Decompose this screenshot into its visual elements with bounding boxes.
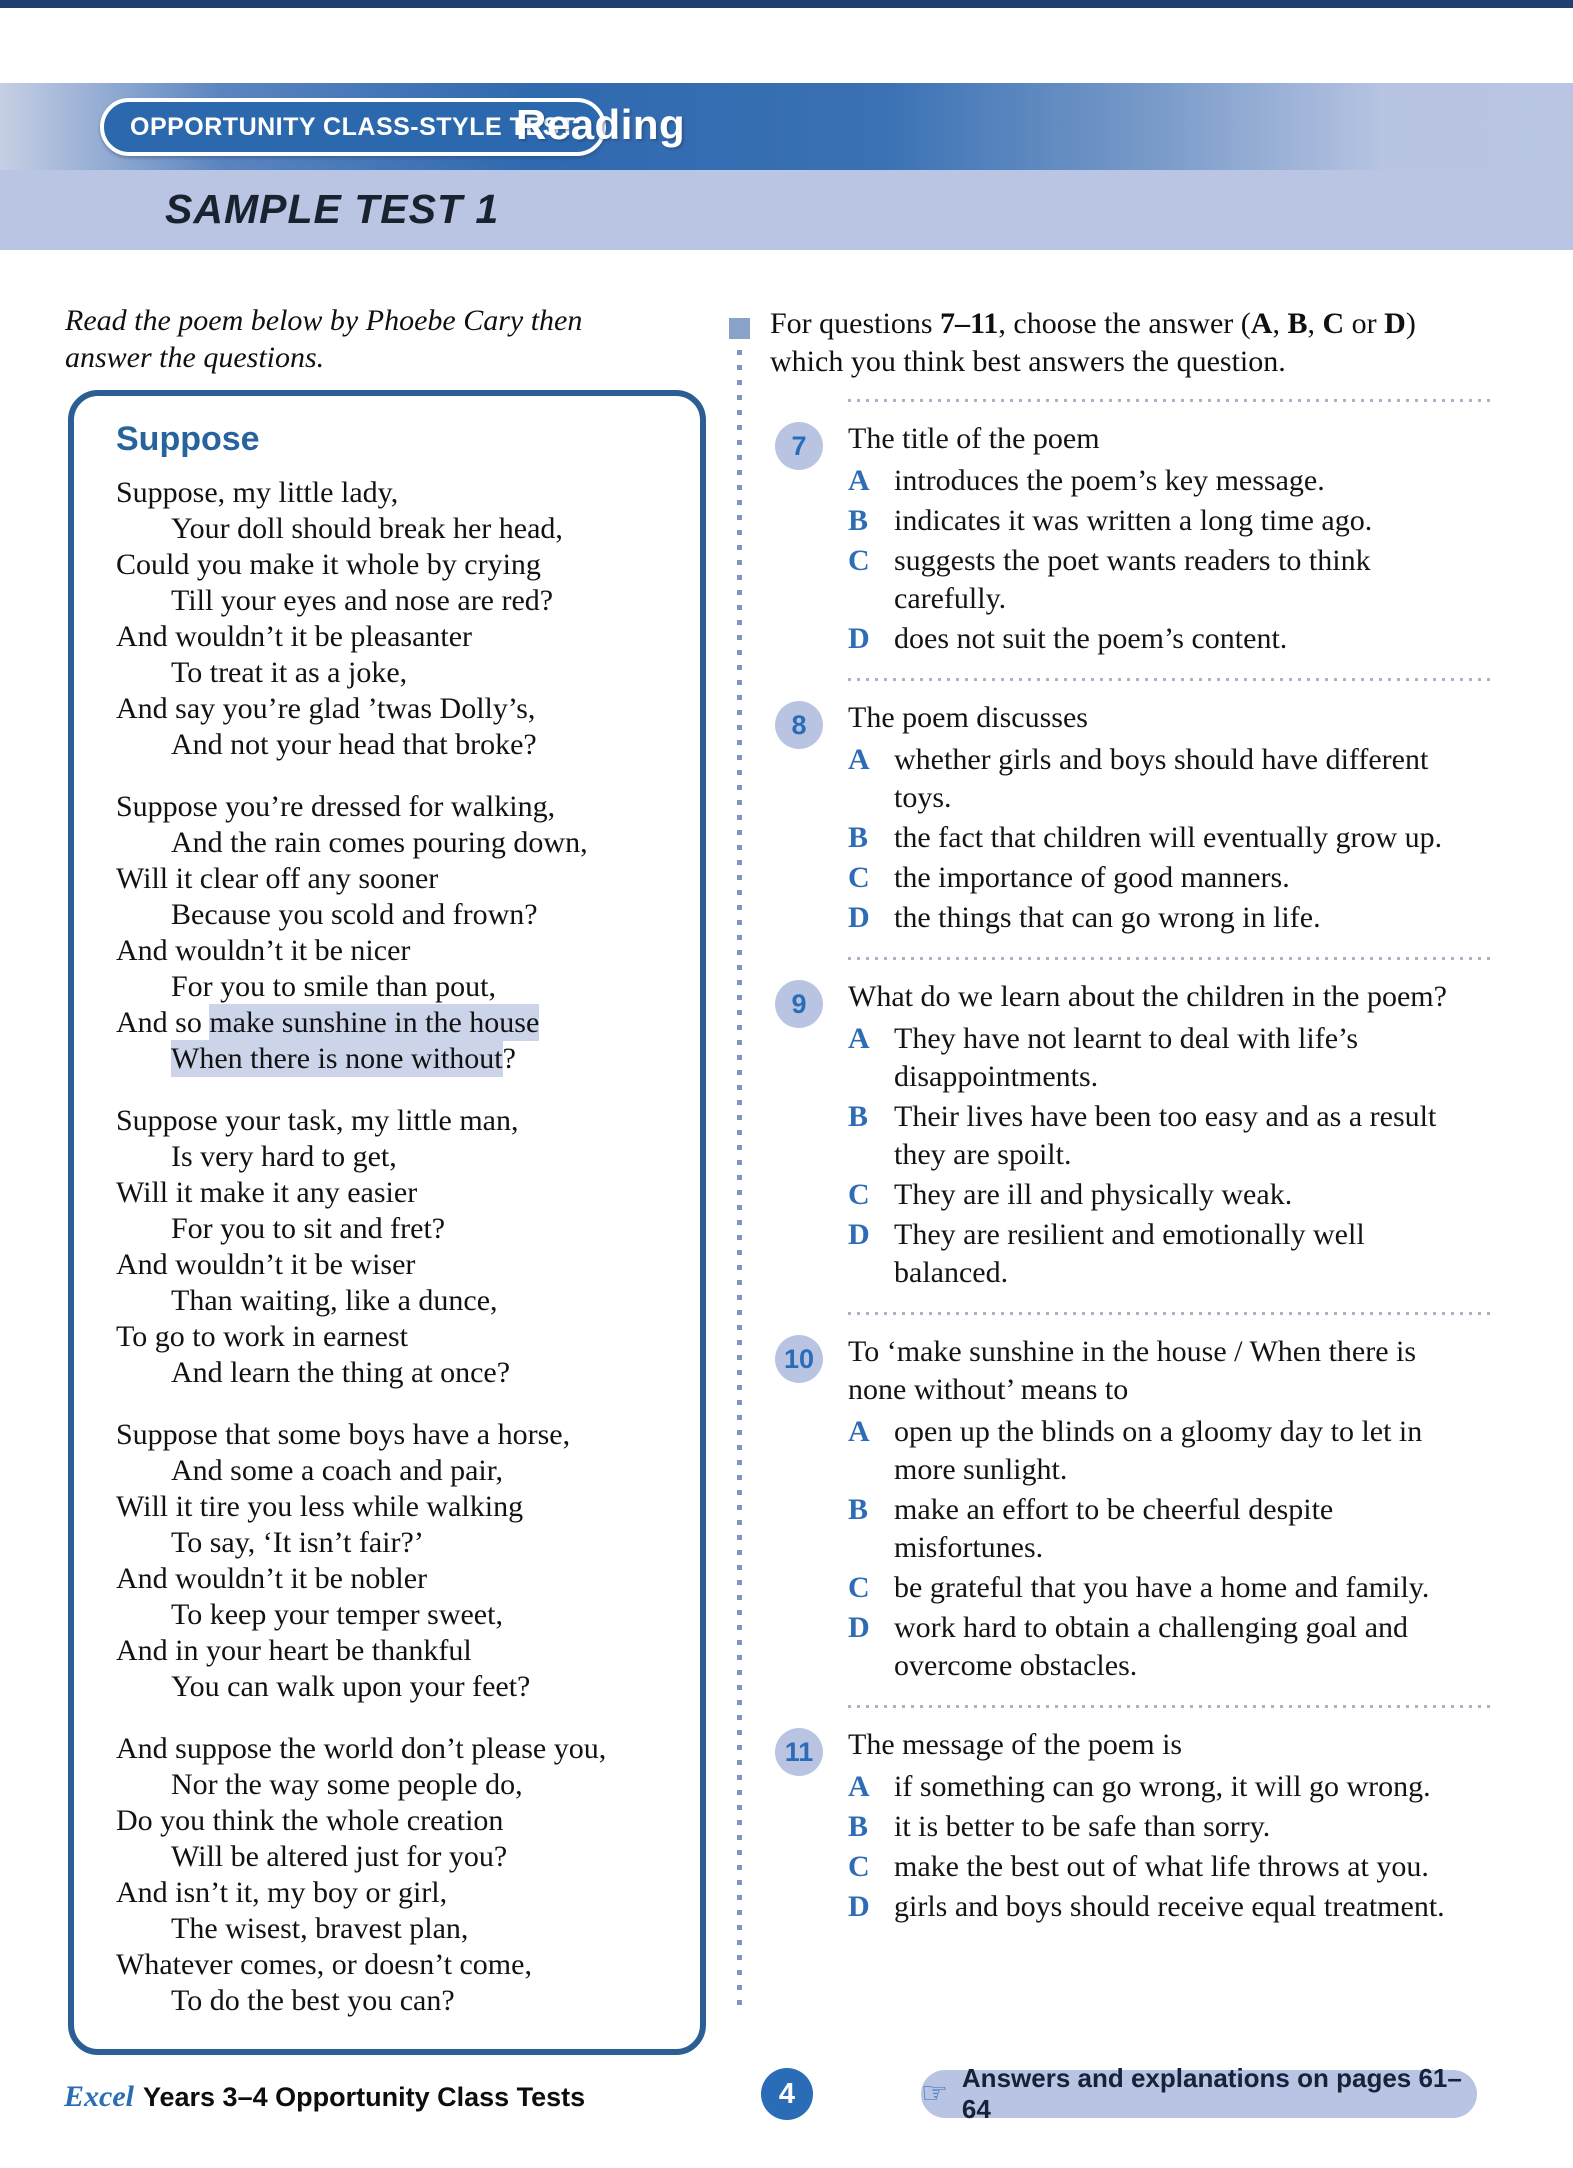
option-text: make an effort to be cheerful despite misfortunes. <box>894 1493 1334 1564</box>
instruction-text: ) which you think best answers the question. <box>770 307 1416 378</box>
option-text: does not suit the poem’s content. <box>894 622 1288 655</box>
poem-line <box>171 1041 688 1077</box>
poem-line <box>116 1103 688 1139</box>
answers-reference-text: Answers and explanations on pages 61–64 <box>961 2063 1462 2124</box>
poem-text: And wouldn’t it be nobler <box>116 1562 428 1595</box>
reading-instructions <box>65 302 706 376</box>
option-9A <box>848 1020 1478 1096</box>
poem-text: Because you scold and frown? <box>171 898 538 931</box>
book-title: Years 3–4 Opportunity Class Tests <box>142 2082 586 2112</box>
question-9 <box>770 978 1496 1294</box>
poem-stanzas <box>116 475 688 2019</box>
dotted-separator <box>848 957 1493 960</box>
instruction-bold-text: A <box>1250 307 1273 340</box>
question-number-badge: 7 <box>775 422 823 470</box>
poem-line <box>116 1947 688 1983</box>
poem-text: Do you think the whole creation <box>116 1804 504 1837</box>
poem-line <box>171 969 688 1005</box>
option-letter: B <box>848 504 869 537</box>
page-number-badge: 4 <box>761 2068 813 2120</box>
intro-line: Read the poem below by Phoebe Cary then <box>65 304 583 337</box>
instruction-bold-text: C <box>1322 307 1345 340</box>
option-11A <box>848 1768 1478 1806</box>
series-logo: Excel <box>64 2080 134 2113</box>
poem-line <box>171 1283 688 1319</box>
poem-line <box>171 897 688 933</box>
poem-text: ? <box>502 1042 516 1075</box>
option-text: indicates it was written a long time ago. <box>894 504 1373 537</box>
option-8B <box>848 819 1478 857</box>
question-text: The message of the poem is <box>848 1728 1183 1761</box>
poem-line <box>116 1247 688 1283</box>
poem-line <box>171 1983 688 2019</box>
option-7C <box>848 542 1478 618</box>
option-letter: C <box>848 544 870 577</box>
poem-box <box>68 390 706 2055</box>
poem-line <box>171 1139 688 1175</box>
poem-line <box>116 547 688 583</box>
option-letter: C <box>848 861 870 894</box>
option-letter: D <box>848 1890 870 1923</box>
question-body <box>848 699 1478 939</box>
option-9D <box>848 1216 1478 1292</box>
poem-line <box>116 1005 688 1041</box>
instruction-text: or <box>1344 307 1385 340</box>
poem-text: And wouldn’t it be pleasanter <box>116 620 473 653</box>
option-letter: D <box>848 622 870 655</box>
question-7 <box>770 420 1496 660</box>
option-letter: D <box>848 1611 870 1644</box>
poem-text: Nor the way some people do, <box>171 1768 523 1801</box>
question-10 <box>770 1333 1496 1687</box>
option-letter: C <box>848 1850 870 1883</box>
top-edge-rule <box>0 0 1573 8</box>
question-number-badge: 8 <box>775 701 823 749</box>
poem-text: And learn the thing at once? <box>171 1356 511 1389</box>
poem-text: Whatever comes, or doesn’t come, <box>116 1948 532 1981</box>
question-body <box>848 420 1478 660</box>
option-text: the importance of good manners. <box>894 861 1290 894</box>
option-10C <box>848 1569 1478 1607</box>
poem-line <box>171 1355 688 1391</box>
poem-line <box>116 1633 688 1669</box>
question-text: What do we learn about the children in the poem? <box>848 980 1447 1013</box>
instruction-bold-text: D <box>1384 307 1406 340</box>
poem-text: To keep your temper sweet, <box>171 1598 503 1631</box>
option-text: Their lives have been too easy and as a result they are spoilt. <box>894 1100 1437 1171</box>
right-column <box>770 305 1496 1938</box>
dotted-separator <box>848 678 1493 681</box>
poem-text: To say, ‘It isn’t fair?’ <box>171 1526 424 1559</box>
poem-text: Will it tire you less while walking <box>116 1490 524 1523</box>
option-letter: C <box>848 1178 870 1211</box>
option-10A <box>848 1413 1478 1489</box>
poem-text: And some a coach and pair, <box>171 1454 504 1487</box>
poem-line <box>171 1597 688 1633</box>
poem-line <box>171 1839 688 1875</box>
option-text: it is better to be safe than sorry. <box>894 1810 1271 1843</box>
question-number-badge: 11 <box>775 1728 823 1776</box>
option-11D <box>848 1888 1478 1926</box>
dotted-separator <box>848 1312 1493 1315</box>
option-text: introduces the poem’s key message. <box>894 464 1325 497</box>
option-text: be grateful that you have a home and family. <box>894 1571 1430 1604</box>
poem-line <box>171 1669 688 1705</box>
instructions <box>770 305 1450 381</box>
option-text: open up the blinds on a gloomy day to let in more sunlight. <box>894 1415 1423 1486</box>
poem-line <box>116 789 688 825</box>
stanza <box>116 789 688 1077</box>
option-letter: B <box>848 1493 869 1526</box>
option-text: girls and boys should receive equal treatment. <box>894 1890 1445 1923</box>
instruction-text: , <box>1272 307 1288 340</box>
subject-title: Reading <box>516 101 686 148</box>
option-text: whether girls and boys should have different toys. <box>894 743 1429 814</box>
poem-line <box>116 1417 688 1453</box>
option-8D <box>848 899 1478 937</box>
poem-line <box>116 691 688 727</box>
poem-text: Suppose you’re dressed for walking, <box>116 790 556 823</box>
question-body <box>848 1726 1478 1928</box>
question-list <box>770 399 1496 1928</box>
dotted-separator <box>848 1705 1493 1708</box>
poem-text: Suppose that some boys have a horse, <box>116 1418 571 1451</box>
poem-line <box>171 655 688 691</box>
poem-title: Suppose <box>116 420 260 458</box>
question-text: To ‘make sunshine in the house / When there is none without’ means to <box>848 1335 1417 1406</box>
poem-line <box>171 1453 688 1489</box>
dotted-separator <box>848 399 1493 402</box>
option-text: make the best out of what life throws at you. <box>894 1850 1429 1883</box>
option-text: They are resilient and emotionally well balanced. <box>894 1218 1365 1289</box>
poem-line <box>171 825 688 861</box>
option-letter: D <box>848 1218 870 1251</box>
option-11B <box>848 1808 1478 1846</box>
header-band <box>0 83 1573 170</box>
poem-text: Till your eyes and nose are red? <box>171 584 554 617</box>
option-text: work hard to obtain a challenging goal and overcome obstacles. <box>894 1611 1409 1682</box>
option-8A <box>848 741 1478 817</box>
stanza <box>116 1731 688 2019</box>
option-letter: A <box>848 464 870 497</box>
poem-text: To treat it as a joke, <box>171 656 408 689</box>
option-text: suggests the poet wants readers to think carefully. <box>894 544 1371 615</box>
column-divider-cap <box>729 318 750 339</box>
book-footer <box>64 2080 585 2114</box>
answers-reference-pill <box>921 2063 1477 2124</box>
question-8 <box>770 699 1496 939</box>
option-letter: A <box>848 1022 870 1055</box>
poem-line <box>116 475 688 511</box>
poem-text: And not your head that broke? <box>171 728 537 761</box>
stanza <box>116 475 688 763</box>
poem-text: You can walk upon your feet? <box>171 1670 531 1703</box>
option-9C <box>848 1176 1478 1214</box>
poem-text: Will it make it any easier <box>116 1176 418 1209</box>
poem-line <box>116 1875 688 1911</box>
poem-line <box>171 1525 688 1561</box>
poem-line <box>116 1561 688 1597</box>
option-8C <box>848 859 1478 897</box>
poem-text: For you to sit and fret? <box>171 1212 446 1245</box>
option-10D <box>848 1609 1478 1685</box>
poem-line <box>171 583 688 619</box>
instruction-text: For questions <box>770 307 941 340</box>
instruction-text: , choose the answer ( <box>998 307 1251 340</box>
option-11C <box>848 1848 1478 1886</box>
question-number-badge: 10 <box>775 1335 823 1383</box>
poem-text: The wisest, bravest plan, <box>171 1912 469 1945</box>
poem-text: To do the best you can? <box>171 1984 455 2017</box>
poem-text: For you to smile than pout, <box>171 970 496 1003</box>
option-7A <box>848 462 1478 500</box>
instruction-bold-text: B <box>1287 307 1308 340</box>
poem-line <box>116 861 688 897</box>
poem-text: And wouldn’t it be nicer <box>116 934 411 967</box>
poem-text: And wouldn’t it be wiser <box>116 1248 416 1281</box>
poem-line <box>116 1803 688 1839</box>
poem-text: Suppose your task, my little man, <box>116 1104 519 1137</box>
poem-text: And the rain comes pouring down, <box>171 826 588 859</box>
poem-text: Than waiting, like a dunce, <box>171 1284 498 1317</box>
question-body <box>848 978 1478 1294</box>
poem-text: Suppose, my little lady, <box>116 476 399 509</box>
question-11 <box>770 1726 1496 1928</box>
option-text: They are ill and physically weak. <box>894 1178 1293 1211</box>
poem-line <box>171 1211 688 1247</box>
stanza <box>116 1103 688 1391</box>
poem-text: Will it clear off any sooner <box>116 862 439 895</box>
instruction-bold-text: 7–11 <box>940 307 999 340</box>
instruction-text: , <box>1307 307 1323 340</box>
option-letter: A <box>848 1415 870 1448</box>
option-letter: C <box>848 1571 870 1604</box>
highlighted-phrase: When there is none without <box>171 1042 503 1075</box>
question-text: The poem discusses <box>848 701 1088 734</box>
option-letter: D <box>848 901 870 934</box>
option-letter: B <box>848 1100 869 1133</box>
column-divider-dotted-line <box>737 350 742 2010</box>
pointing-hand-icon: ☞ <box>921 2076 948 2111</box>
test-type-badge-label: OPPORTUNITY CLASS-STYLE TEST <box>130 112 576 141</box>
option-letter: B <box>848 821 869 854</box>
poem-line <box>171 1911 688 1947</box>
poem-line <box>116 1731 688 1767</box>
option-letter: B <box>848 1810 869 1843</box>
option-letter: A <box>848 1770 870 1803</box>
option-text: the fact that children will eventually grow up. <box>894 821 1443 854</box>
intro-line: answer the questions. <box>65 341 325 374</box>
sample-test-title: SAMPLE TEST 1 <box>165 186 500 232</box>
question-text: The title of the poem <box>848 422 1100 455</box>
poem-line <box>116 1319 688 1355</box>
sample-test-band <box>0 170 1573 250</box>
poem-text: Is very hard to get, <box>171 1140 397 1173</box>
poem-line <box>171 1767 688 1803</box>
poem-line <box>116 933 688 969</box>
question-body <box>848 1333 1478 1687</box>
poem-line <box>116 1489 688 1525</box>
option-10B <box>848 1491 1478 1567</box>
option-letter: A <box>848 743 870 776</box>
option-7D <box>848 620 1478 658</box>
poem-text: And suppose the world don’t please you, <box>116 1732 607 1765</box>
left-column <box>65 302 706 2055</box>
poem-text: To go to work in earnest <box>116 1320 409 1353</box>
poem-text: Could you make it whole by crying <box>116 548 541 581</box>
poem-line <box>116 619 688 655</box>
option-text: the things that can go wrong in life. <box>894 901 1321 934</box>
poem-line <box>171 511 688 547</box>
poem-text: And say you’re glad ’twas Dolly’s, <box>116 692 536 725</box>
stanza <box>116 1417 688 1705</box>
poem-text: Your doll should break her head, <box>171 512 563 545</box>
option-text: if something can go wrong, it will go wrong. <box>894 1770 1431 1803</box>
option-7B <box>848 502 1478 540</box>
question-number-badge: 9 <box>775 980 823 1028</box>
option-9B <box>848 1098 1478 1174</box>
poem-text: Will be altered just for you? <box>171 1840 508 1873</box>
poem-text: And isn’t it, my boy or girl, <box>116 1876 448 1909</box>
poem-line <box>171 727 688 763</box>
poem-text: And in your heart be thankful <box>116 1634 472 1667</box>
option-text: They have not learnt to deal with life’s disappointments. <box>894 1022 1359 1093</box>
poem-line <box>116 1175 688 1211</box>
highlighted-phrase: make sunshine in the house <box>209 1006 540 1039</box>
poem-text: And so <box>116 1006 210 1039</box>
